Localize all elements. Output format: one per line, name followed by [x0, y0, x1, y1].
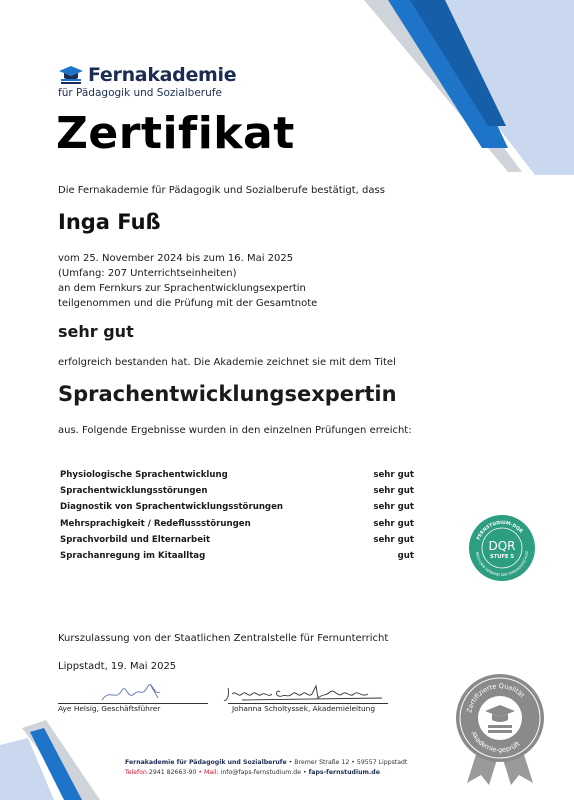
table-row: [60, 519, 414, 535]
seal-ring-bottom: NACH DEM VERBAND DER FERNHOCHSCHULE: [475, 550, 530, 578]
footer-mail-link[interactable]: info@faps-fernstudium.de: [220, 769, 302, 776]
quality-bottom-text: Akademie-geprüft: [469, 730, 522, 755]
signature-caption-2: Johanna Scholtyssek, Akademieleitung: [232, 704, 376, 713]
recipient-name: Inga Fuß: [58, 210, 161, 234]
academy-logo: [58, 64, 236, 99]
seal-ring-top: FERNSTUDIUM-DQR: [476, 520, 524, 541]
subject: Sprachentwicklungsstörungen: [60, 486, 208, 497]
signature-image-1: [98, 678, 178, 706]
course-details: [58, 251, 317, 311]
signature-stroke-1: [102, 684, 160, 700]
grade: sehr gut: [373, 470, 414, 480]
details-line: teilgenommen und die Prüfung mit der Gesamtnote: [58, 298, 318, 309]
details-line: vom 25. November 2024 bis zum 16. Mai 2025: [58, 253, 294, 264]
grade: sehr gut: [373, 518, 414, 529]
signature-stroke-2: [224, 686, 382, 700]
accreditation-text: Kurszulassung von der Staatlichen Zentralstelle für Fernunterricht: [58, 633, 389, 644]
intro-text: Die Fernakademie für Pädagogik und Sozialberufe bestätigt, dass: [58, 185, 385, 196]
grade: sehr gut: [373, 534, 414, 545]
seal-label: DQR: [488, 539, 516, 553]
footer-web-link[interactable]: faps-fernstudium.de: [308, 769, 380, 776]
seal-level: STUFE 5: [490, 554, 514, 560]
passed-text: erfolgreich bestanden hat. Die Akademie zeichnet sie mit dem Titel: [58, 357, 396, 368]
footer-separator: •: [301, 769, 309, 776]
signature-caption-1: Aye Helsig, Geschäftsführer: [58, 704, 161, 713]
footer-mail-label: • Mail:: [196, 769, 221, 776]
graduation-cap-icon: [58, 65, 84, 85]
grade: gut: [397, 550, 414, 561]
place-date: Lippstadt, 19. Mai 2025: [58, 661, 177, 672]
table-row: [60, 551, 414, 567]
logo-name: Fernakademie: [88, 64, 237, 86]
footer-phone-label: Telefon: [125, 769, 147, 776]
subject: Sprachvorbild und Elternarbeit: [60, 534, 211, 545]
table-row: [60, 486, 414, 502]
table-row: [60, 535, 414, 551]
results-table: [60, 470, 414, 567]
grade: sehr gut: [373, 502, 414, 513]
results-intro: aus. Folgende Ergebnisse wurden in den einzelnen Prüfungen erreicht:: [58, 425, 412, 436]
table-row: [60, 470, 414, 486]
footer: [125, 758, 407, 778]
quality-seal: [455, 673, 545, 785]
overall-grade: sehr gut: [58, 322, 134, 341]
dqr-seal: [468, 514, 536, 582]
subject: Physiologische Sprachentwicklung: [60, 470, 228, 480]
footer-org: Fernakademie für Pädagogik und Sozialberufe: [125, 759, 287, 766]
degree-title: Sprachentwicklungsexpertin: [58, 382, 397, 406]
certificate-title: Zertifikat: [56, 108, 295, 159]
details-line: an dem Fernkurs zur Sprachentwicklungsexpertin: [58, 283, 306, 294]
footer-phone: 2941 82663-90: [146, 769, 197, 776]
details-line: (Umfang: 207 Unterrichtseinheiten): [58, 268, 237, 279]
subject: Diagnostik von Sprachentwicklungsstörungen: [60, 502, 284, 513]
subject: Mehrsprachigkeit / Redeflussstörungen: [60, 518, 251, 529]
subject: Sprachanregung im Kitaalltag: [60, 550, 206, 561]
logo-subtitle: für Pädagogik und Sozialberufe: [58, 87, 222, 99]
footer-address: • Bremer Straße 12 • 59557 Lippstadt: [286, 759, 408, 766]
quality-top-text: Zertifizierte Qualität: [465, 681, 527, 714]
grade: sehr gut: [373, 486, 414, 497]
table-row: [60, 502, 414, 518]
